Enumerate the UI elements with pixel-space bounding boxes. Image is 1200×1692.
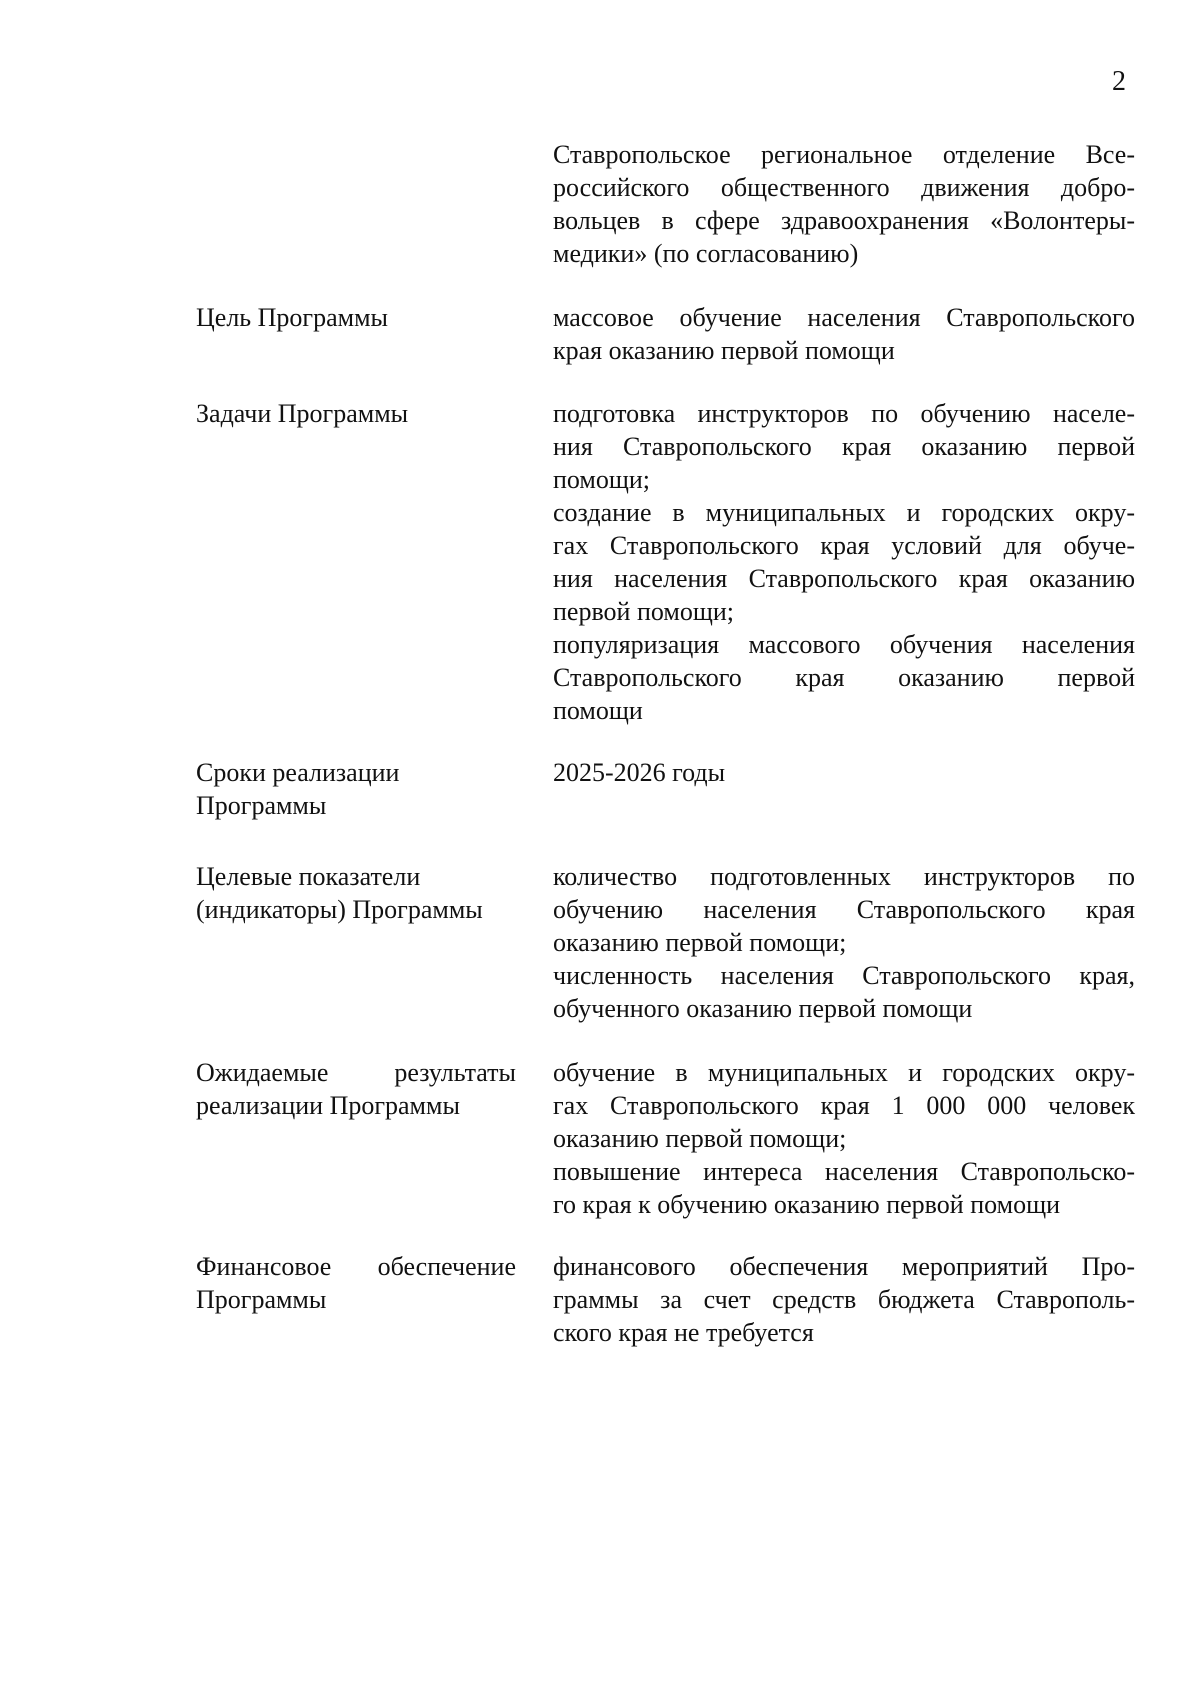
value-line: гах Ставропольского края условий для обуче- bbox=[553, 531, 1135, 560]
value-line: популяризация массового обучения населения bbox=[553, 630, 1135, 659]
row-label bbox=[196, 301, 516, 334]
value-line: повышение интереса населения Ставропольско- bbox=[553, 1157, 1135, 1186]
row-value bbox=[553, 138, 1135, 270]
value-line: оказанию первой помощи; bbox=[553, 928, 847, 957]
value-line: первой помощи; bbox=[553, 597, 734, 626]
label-line: Программы bbox=[196, 1285, 327, 1314]
row-label bbox=[196, 756, 516, 822]
row-value bbox=[553, 860, 1135, 1025]
row-label bbox=[196, 1250, 516, 1316]
row-label bbox=[196, 397, 516, 430]
page-number: 2 bbox=[1112, 66, 1126, 97]
value-line: количество подготовленных инструкторов по bbox=[553, 862, 1135, 891]
value-line: подготовка инструкторов по обучению населе- bbox=[553, 399, 1135, 428]
value-line: Ставропольское региональное отделение Все- bbox=[553, 140, 1135, 169]
label-line: Целевые показатели bbox=[196, 862, 421, 891]
value-line: обучение в муниципальных и городских окру- bbox=[553, 1058, 1135, 1087]
value-line: граммы за счет средств бюджета Ставрополь- bbox=[553, 1285, 1135, 1314]
value-line: обучению населения Ставропольского края bbox=[553, 895, 1135, 924]
row-label bbox=[196, 860, 516, 926]
label-line: Ожидаемые результаты bbox=[196, 1058, 516, 1087]
value-line: помощи; bbox=[553, 465, 651, 494]
row-value bbox=[553, 756, 1135, 789]
row-label bbox=[196, 1056, 516, 1122]
label-line: Сроки реализации bbox=[196, 758, 400, 787]
row-value bbox=[553, 1250, 1135, 1349]
label-line: Финансовое обеспечение bbox=[196, 1252, 516, 1281]
value-line: российского общественного движения добро- bbox=[553, 173, 1135, 202]
value-line: края оказанию первой помощи bbox=[553, 336, 895, 365]
value-line: финансового обеспечения мероприятий Про- bbox=[553, 1252, 1135, 1281]
row-value bbox=[553, 397, 1135, 727]
label-line: Цель Программы bbox=[196, 303, 389, 332]
row-value bbox=[553, 1056, 1135, 1221]
value-line: ния Ставропольского края оказанию первой bbox=[553, 432, 1135, 461]
value-line: го края к обучению оказанию первой помощи bbox=[553, 1190, 1060, 1219]
value-line: массовое обучение населения Ставропольского bbox=[553, 303, 1135, 332]
value-line: создание в муниципальных и городских окру- bbox=[553, 498, 1135, 527]
value-line: Ставропольского края оказанию первой bbox=[553, 663, 1135, 692]
value-line: вольцев в сфере здравоохранения «Волонтеры- bbox=[553, 206, 1135, 235]
value-line: 2025-2026 годы bbox=[553, 758, 726, 787]
label-line: (индикаторы) Программы bbox=[196, 895, 483, 924]
value-line: гах Ставропольского края 1 000 000 человек bbox=[553, 1091, 1135, 1120]
value-line: численность населения Ставропольского края, bbox=[553, 961, 1135, 990]
row-value bbox=[553, 301, 1135, 367]
value-line: ского края не требуется bbox=[553, 1318, 814, 1347]
value-line: обученного оказанию первой помощи bbox=[553, 994, 973, 1023]
label-line: Программы bbox=[196, 791, 327, 820]
label-line: реализации Программы bbox=[196, 1091, 460, 1120]
value-line: помощи bbox=[553, 696, 643, 725]
value-line: оказанию первой помощи; bbox=[553, 1124, 847, 1153]
value-line: ния населения Ставропольского края оказанию bbox=[553, 564, 1135, 593]
value-line: медики» (по согласованию) bbox=[553, 239, 859, 268]
label-line: Задачи Программы bbox=[196, 399, 409, 428]
